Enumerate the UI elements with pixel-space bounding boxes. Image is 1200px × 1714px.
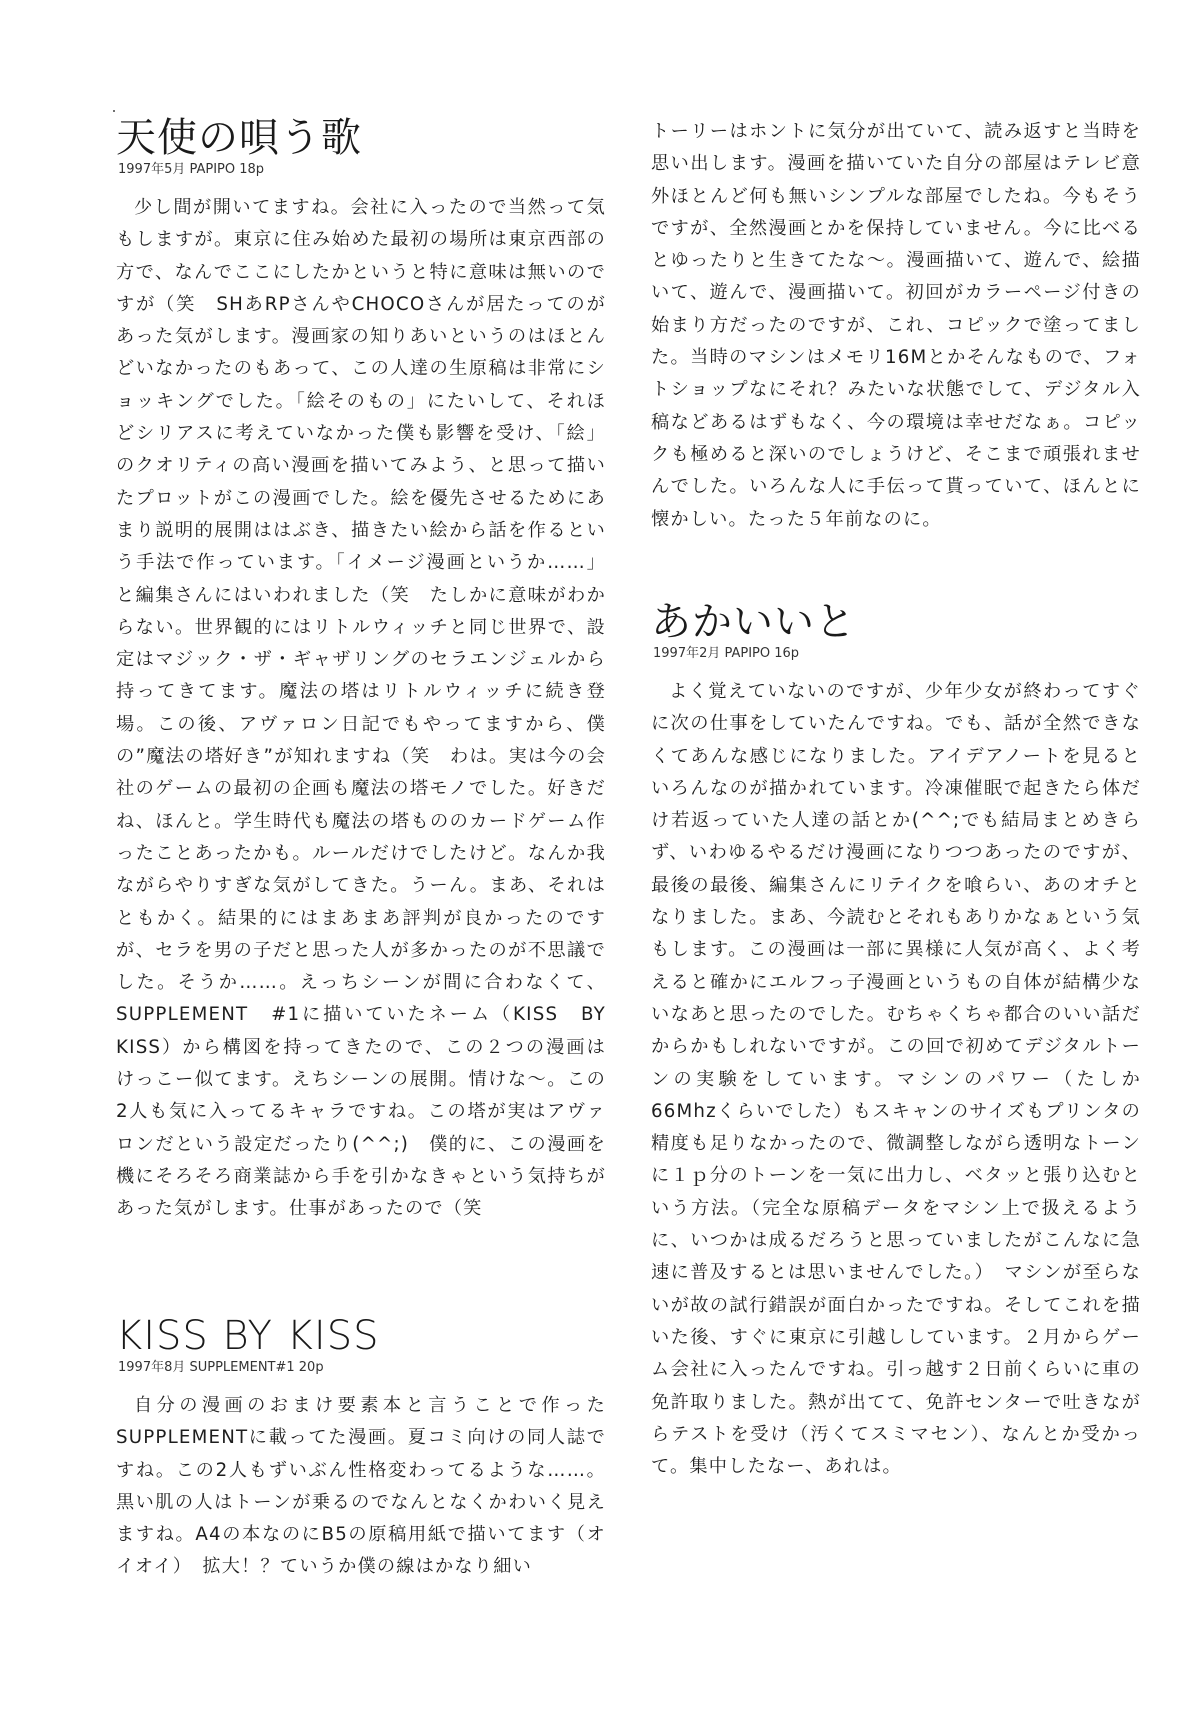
section-title: 天使の唄う歌 [116, 115, 362, 161]
section-title: KISS BY KISS [116, 1313, 380, 1359]
section-meta: 1997年2月 PAPIPO 16p [653, 646, 800, 661]
section-body: 自分の漫画のおまけ要素本と言うことで作ったSUPPLEMENTに載ってた漫画。夏コミ向けの同人誌ですね。この2人もずいぶん性格変わってるような……。黒い肌の人はトーンが乗るのでなんとなくかわいく見えますね。A4の本なのにB5の原稿用紙で描いてます（オイオイ） 拡大！？ていうか僕の線はかなり細い [116, 1395, 606, 1578]
stray-dot [113, 110, 115, 112]
section-continuation [651, 116, 1141, 536]
continued-body: トーリーはホントに気分が出ていて、読み返すと当時を思い出します。漫画を描いていた自分の部屋はテレビ意外ほとんど何も無いシンプルな部屋でしたね。今もそうですが、全然漫画とかを保持していません。今に比べるとゆったりと生きてたな～。漫画描いて、遊んで、絵描いて、遊んで、漫画描いて。初回がカラーページ付きの始まり方だったのですが、これ、コピックで塗ってました。当時のマシンはメモリ16Mとかそんなもので、フォトショップなにそれ？みたいな状態でして、デジタル入稿などあるはずもなく、今の環境は幸せだなぁ。コピックも極めると深いのでしょうけど、そこまで頑張れませんでした。いろんな人に手伝って貰っていて、ほんとに懐かしい。たった５年前なのに。 [651, 121, 1141, 530]
section-meta: 1997年8月 SUPPLEMENT#1 20p [118, 1360, 324, 1375]
section-meta: 1997年5月 PAPIPO 18p [118, 162, 265, 177]
section-body: よく覚えていないのですが、少年少女が終わってすぐに次の仕事をしていたんですね。でも、話が全然できなくてあんな感じになりました。アイデアノートを見るといろんなのが描かれています。冷凍催眠で起きたら体だけ若返っていた人達の話とか(^^;でも結局まとめきらず、いわゆるやるだけ漫画になりつつあったのですが、最後の最後、編集さんにリテイクを喰らい、あのオチとなりました。まあ、今読むとそれもありかなぁという気もします。この漫画は一部に異様に人気が高く、よく考えると確かにエルフっ子漫画というもの自体が結構少ないなあと思ったのでした。むちゃくちゃ都合のいい話だからかもしれないですが。この回で初めてデジタルトーンの実験をしています。マシンのパワー（たしか66Mhzくらいでした）もスキャンのサイズもプリンタの精度も足りなかったので、微調整しながら透明なトーンに１ｐ分のトーンを一気に出力し、ベタッと張り込むという方法。（完全な原稿データをマシン上で扱えるように、いつかは成るだろうと思っていましたがこんなに急速に普及するとは思いませんでした。） マシンが至らないが故の試行錯誤が面白かったですね。そしてこれを描いた後、すぐに東京に引越ししています。２月からゲーム会社に入ったんですね。引っ越す２日前くらいに車の免許取りました。熱が出てて、免許センターで吐きながらテストを受け（汚くてスミマセン）、なんとか受かって。集中したなー、あれは。 [651, 681, 1141, 1478]
section-tenshi [116, 114, 606, 1226]
section-body: 少し間が開いてますね。会社に入ったので当然って気もしますが。東京に住み始めた最初の場所は東京西部の方で、なんでここにしたかというと特に意味は無いのですが（笑 SHあRPさんやCHOCOさんが居たってのがあった気がします。漫画家の知りあいというのはほとんどいなかったのもあって、この人達の生原稿は非常にショッキングでした。「絵そのもの」にたいして、それほどシリアスに考えていなかった僕も影響を受け、「絵」のクオリティの高い漫画を描いてみよう、と思って描いたプロットがこの漫画でした。絵を優先させるためにあまり説明的展開ははぶき、描きたい絵から話を作るという手法で作っています。「イメージ漫画というか……」と編集さんにはいわれました（笑 たしかに意味がわからない。世界観的にはリトルウィッチと同じ世界で、設定はマジック・ザ・ギャザリングのセラエンジェルから持ってきてます。魔法の塔はリトルウィッチに続き登場。この後、アヴァロン日記でもやってますから、僕の”魔法の塔好き”が知れますね（笑 わは。実は今の会社のゲームの最初の企画も魔法の塔モノでした。好きだね、ほんと。学生時代も魔法の塔もののカードゲーム作ったことあったかも。ルールだけでしたけど。なんか我ながらやりすぎな気がしてきた。うーん。まあ、それはともかく。結果的にはまあまあ評判が良かったのですが、セラを男の子だと思った人が多かったのが不思議でした。そうか……。えっちシーンが間に合わなくて、SUPPLEMENT #1に描いていたネーム（KISS BY KISS）から構図を持ってきたので、この２つの漫画はけっこー似てます。えちシーンの展開。情けな～。この2人も気に入ってるキャラですね。この塔が実はアヴァロンだという設定だったり(^^;) 僕的に、この漫画を機にそろそろ商業誌から手を引かなきゃという気持ちがあった気がします。仕事があったので（笑 [116, 197, 606, 1220]
section-title: あかいいと [651, 599, 856, 645]
section-kiss-by-kiss [116, 1312, 606, 1584]
section-akaiito [651, 598, 1141, 1483]
